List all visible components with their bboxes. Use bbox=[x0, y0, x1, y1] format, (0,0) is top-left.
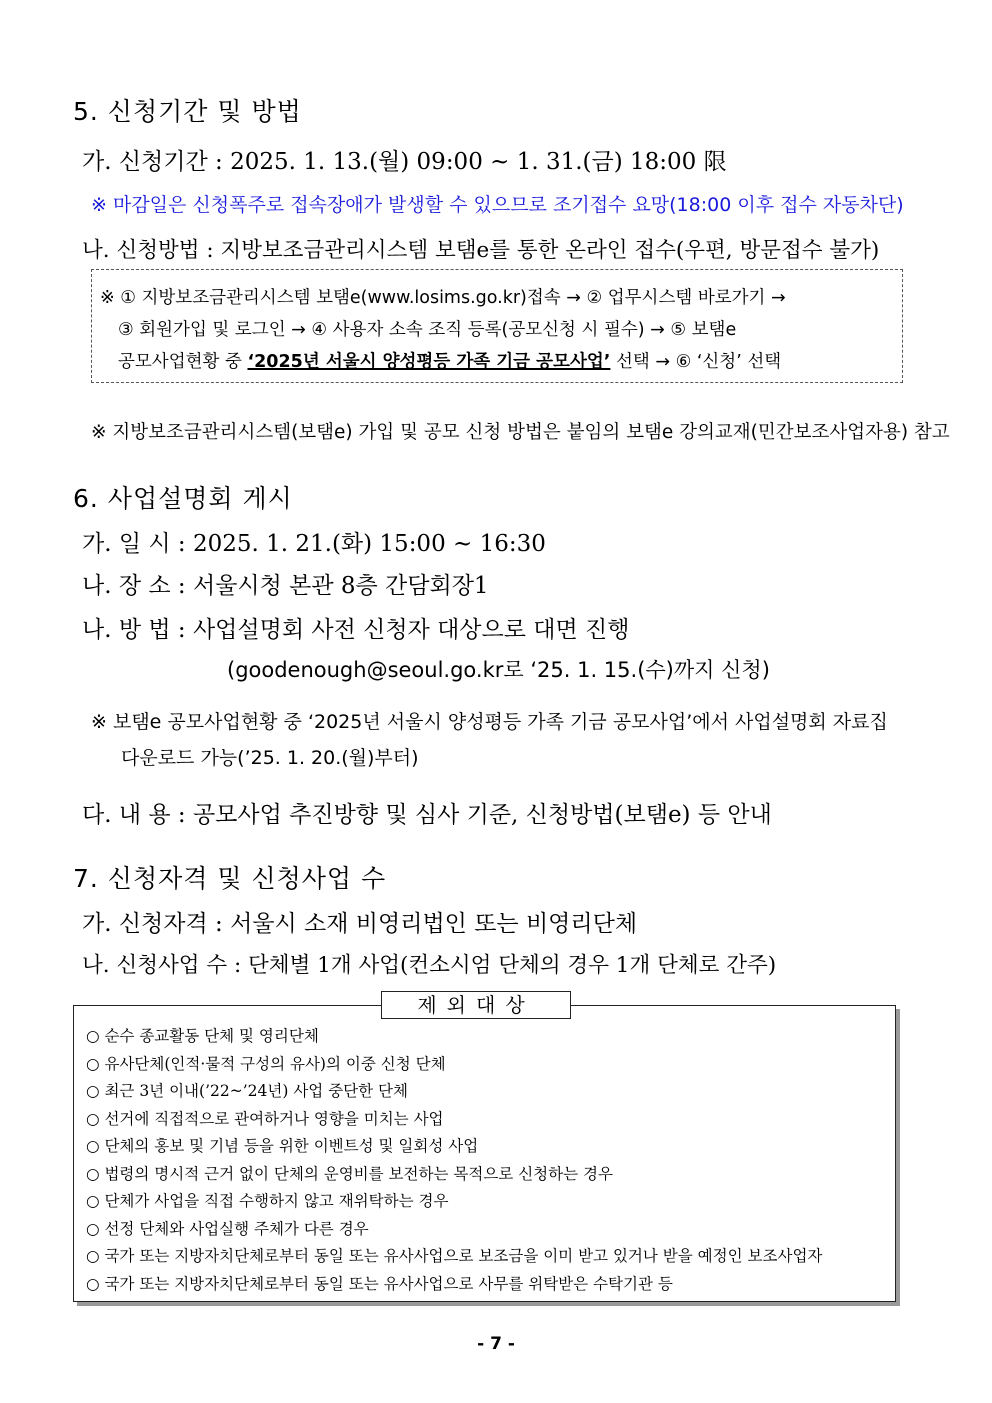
eligibility: 가. 신청자격 : 서울시 소재 비영리법인 또는 비영리단체 bbox=[82, 911, 638, 937]
briefing-materials-note-line-2: 다운로드 가능(’25. 1. 20.(월)부터) bbox=[121, 747, 419, 769]
briefing-place: 나. 장 소 : 서울시청 본관 8층 간담회장1 bbox=[82, 573, 489, 599]
exclusion-item: ○ 선거에 직접적으로 관여하거나 영향을 미치는 사업 bbox=[86, 1109, 444, 1128]
signup-reference-note: ※ 지방보조금관리시스템(보탬e) 가입 및 공모 신청 방법은 붙임의 보탬e 강의교재(민간보조사업자용) 참고 bbox=[91, 422, 950, 443]
exclusion-item: ○ 최근 3년 이내(’22~’24년) 사업 중단한 단체 bbox=[86, 1082, 408, 1100]
steps-line-3 bbox=[118, 348, 781, 373]
briefing-materials-note-line-1: ※ 보탬e 공모사업현황 중 ‘2025년 서울시 양성평등 가족 기금 공모사업’에서 사업설명회 자료집 bbox=[91, 711, 888, 733]
exclusion-item: ○ 법령의 명시적 근거 없이 단체의 운영비를 보전하는 목적으로 신청하는 경우 bbox=[86, 1164, 613, 1183]
section-5-title: 5. 신청기간 및 방법 bbox=[73, 97, 302, 126]
contest-name-emphasis: ‘2025년 서울시 양성평등 가족 기금 공모사업’ bbox=[247, 352, 611, 372]
briefing-method: 나. 방 법 : 사업설명회 사전 신청자 대상으로 대면 진행 bbox=[82, 617, 630, 643]
section-6-title: 6. 사업설명회 게시 bbox=[73, 484, 293, 513]
steps-line-3-suffix: 선택 → ⑥ ‘신청’ 선택 bbox=[610, 352, 782, 372]
briefing-datetime: 가. 일 시 : 2025. 1. 21.(화) 15:00 ~ 16:30 bbox=[82, 531, 546, 557]
application-count: 나. 신청사업 수 : 단체별 1개 사업(컨소시엄 단체의 경우 1개 단체로 간주) bbox=[82, 953, 777, 978]
steps-line-2: ③ 회원가입 및 로그인 → ④ 사용자 소속 조직 등록(공모신청 시 필수) → ⑤ 보탬e bbox=[118, 320, 737, 340]
steps-line-1: ※ ① 지방보조금관리시스템 보탬e(www.losims.go.kr)접속 → ② 업무시스템 바로가기 → bbox=[100, 288, 786, 308]
deadline-warning-note: ※ 마감일은 신청폭주로 접속장애가 발생할 수 있으므로 조기접수 요망(18:00 이후 접수 자동차단) bbox=[91, 194, 904, 216]
exclusion-item: ○ 순수 종교활동 단체 및 영리단체 bbox=[86, 1027, 319, 1045]
briefing-content: 다. 내 용 : 공모사업 추진방향 및 심사 기준, 신청방법(보탬e) 등 안내 bbox=[82, 802, 772, 828]
page-number: - 7 - bbox=[477, 1334, 515, 1354]
exclusion-item: ○ 국가 또는 지방자치단체로부터 동일 또는 유사사업으로 사무를 위탁받은 수탁기관 등 bbox=[86, 1274, 673, 1293]
exclusions-title: 제외대상 bbox=[381, 991, 571, 1019]
exclusion-item: ○ 유사단체(인적·물적 구성의 유사)의 이중 신청 단체 bbox=[86, 1054, 446, 1073]
application-period: 가. 신청기간 : 2025. 1. 13.(월) 09:00 ~ 1. 31.(금) 18:00 限 bbox=[82, 149, 727, 175]
briefing-registration-contact: (goodenough@seoul.go.kr로 ‘25. 1. 15.(수)까지 신청) bbox=[227, 658, 770, 682]
exclusion-item: ○ 단체가 사업을 직접 수행하지 않고 재위탁하는 경우 bbox=[86, 1192, 449, 1210]
exclusion-item: ○ 선정 단체와 사업실행 주체가 다른 경우 bbox=[86, 1219, 369, 1238]
exclusion-item: ○ 국가 또는 지방자치단체로부터 동일 또는 유사사업으로 보조금을 이미 받고 있거나 받을 예정인 보조사업자 bbox=[86, 1247, 823, 1265]
section-7-title: 7. 신청자격 및 신청사업 수 bbox=[73, 864, 387, 893]
exclusion-item: ○ 단체의 홍보 및 기념 등을 위한 이벤트성 및 일회성 사업 bbox=[86, 1137, 479, 1155]
application-method: 나. 신청방법 : 지방보조금관리시스템 보탬e를 통한 온라인 접수(우편, 방문접수 불가) bbox=[82, 238, 880, 263]
steps-line-3-prefix: 공모사업현황 중 bbox=[118, 352, 248, 372]
